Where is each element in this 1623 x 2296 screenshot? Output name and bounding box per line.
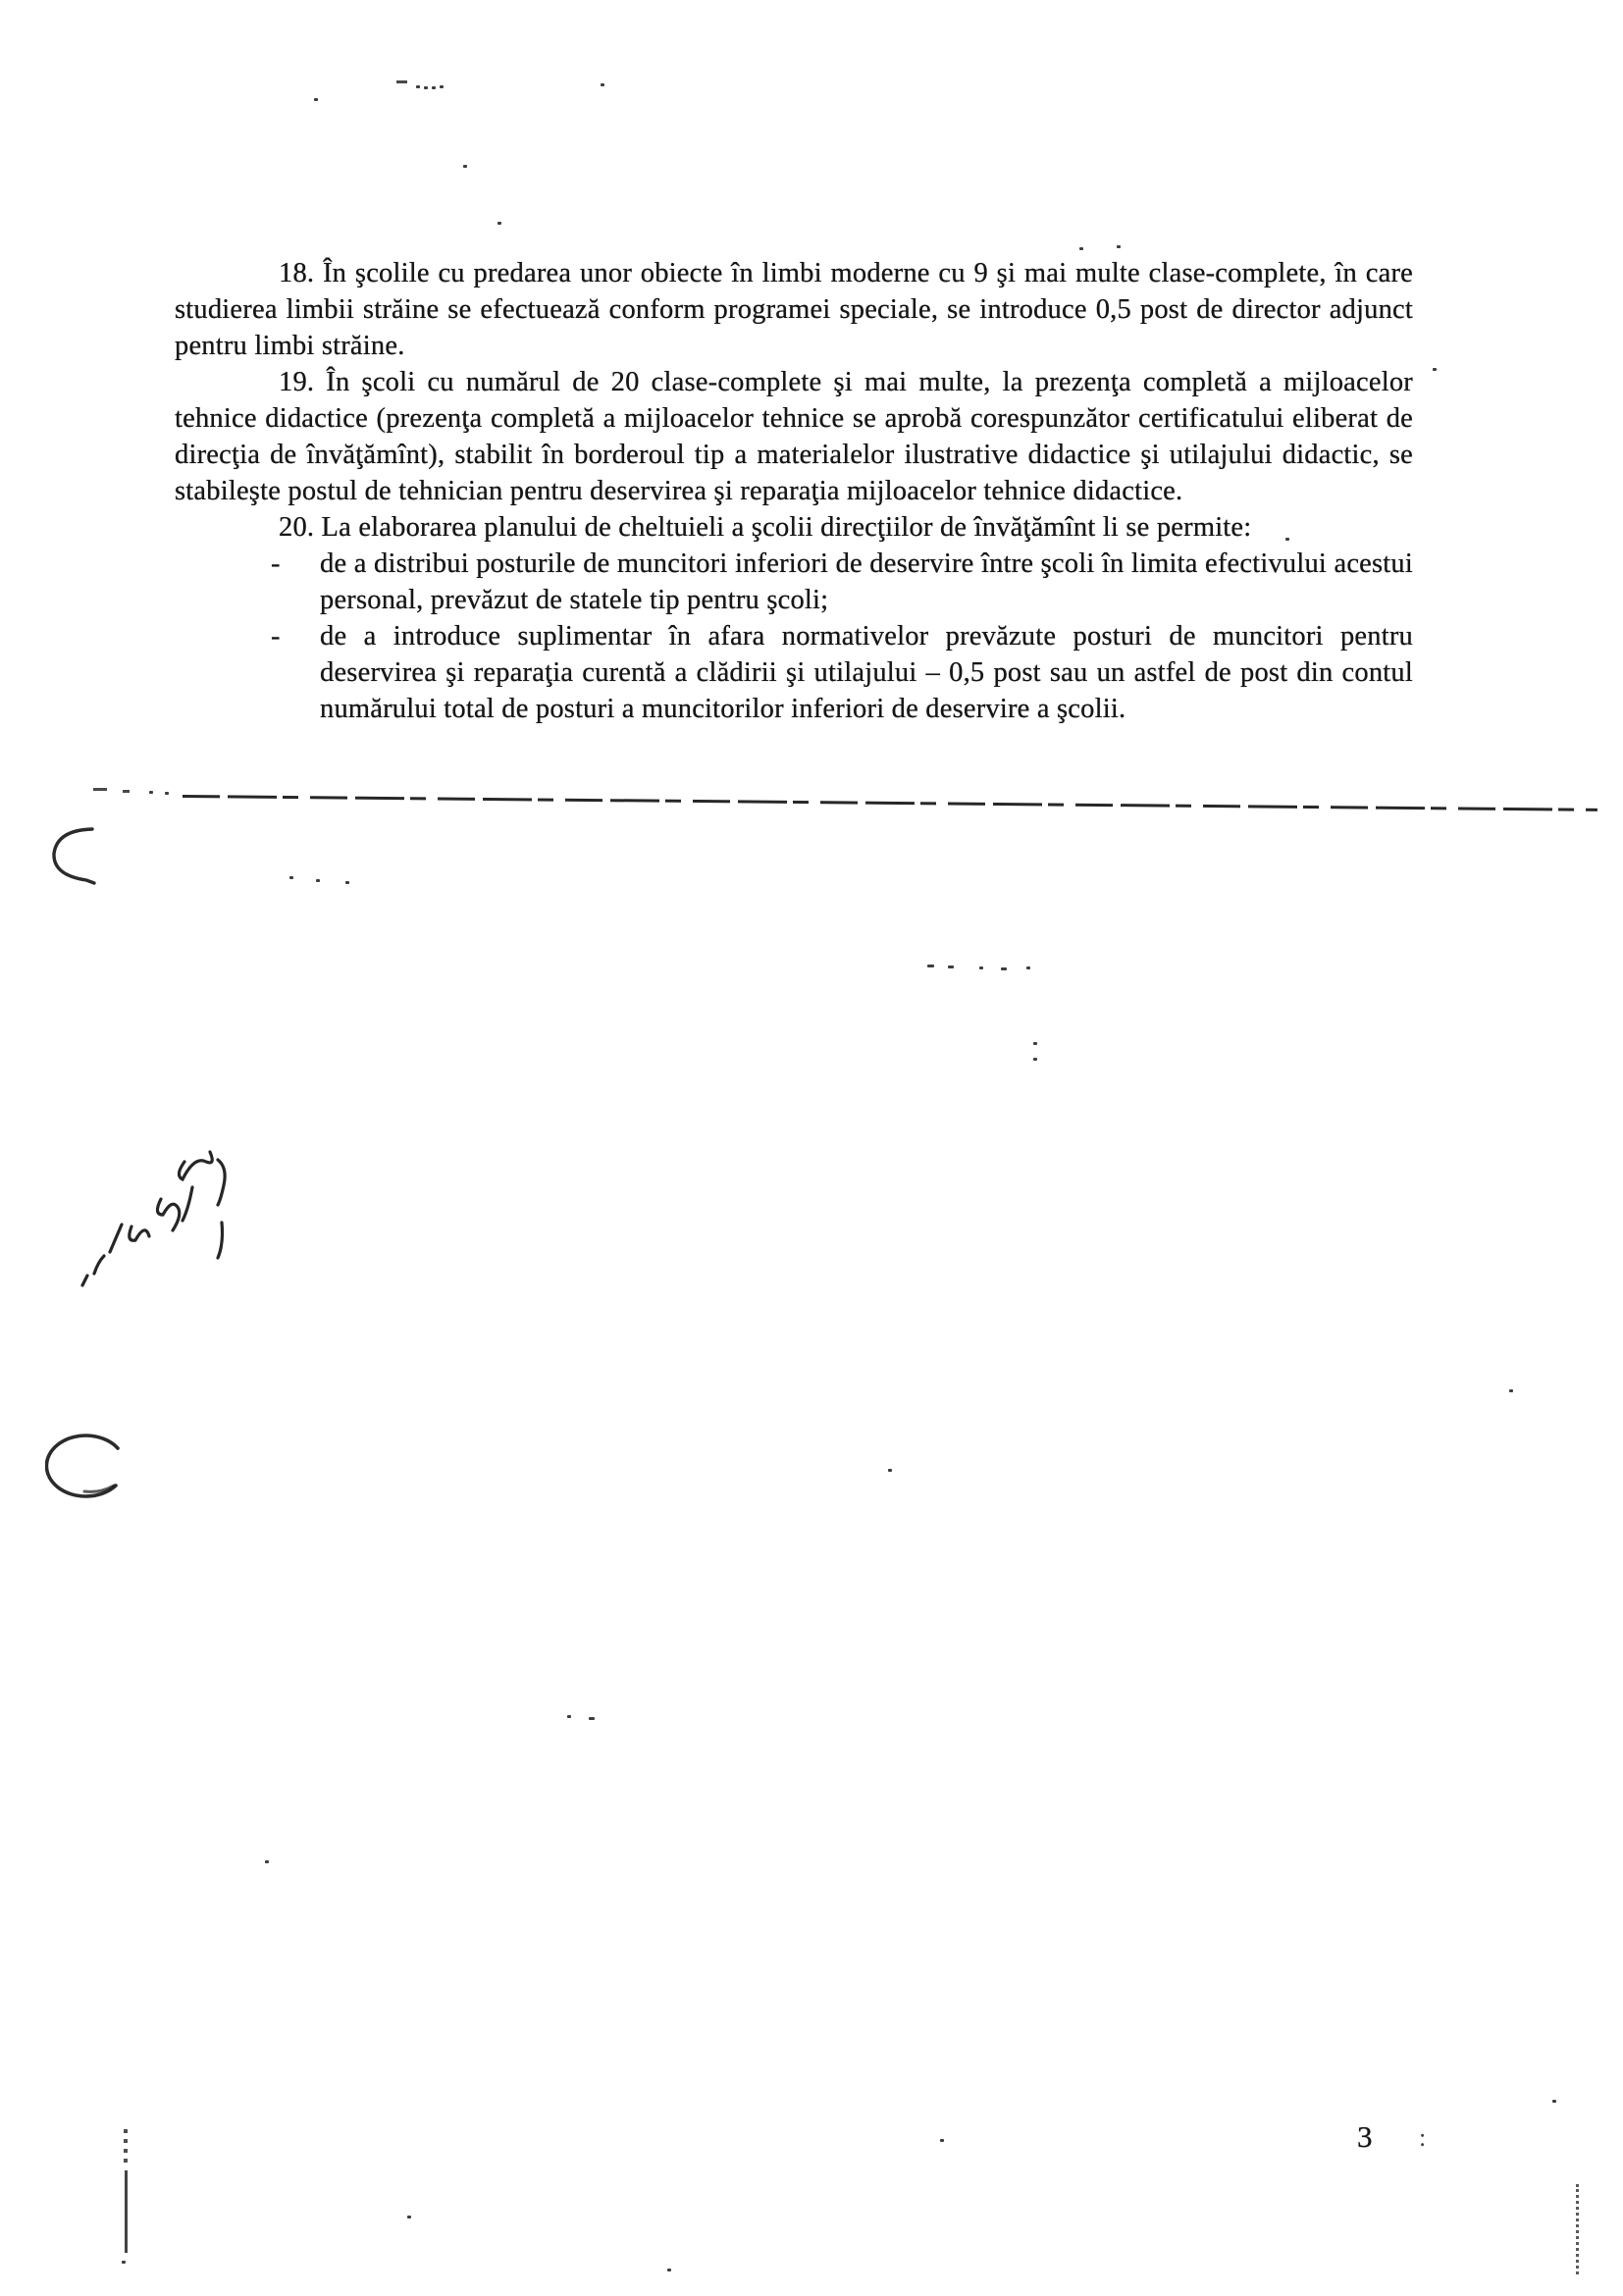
- paragraph-18: 18. În şcolile cu predarea unor obiecte în limbi moderne cu 9 şi mai multe clase-complete, în care studierea limbii străine se efectuează conform programei speciale, se introduce 0,5 post de director adjunct pentru limbi străine.: [175, 258, 1413, 361]
- punch-circle-mark-icon: [45, 1431, 135, 1507]
- scan-speck: [345, 881, 349, 884]
- scan-speck: [165, 792, 169, 795]
- scan-speck: [316, 879, 320, 882]
- scan-speck: [888, 1469, 892, 1472]
- scan-speck: [1285, 538, 1289, 541]
- paragraph-19: 19. În şcoli cu numărul de 20 clase-complete şi mai multe, la prezenţa completă a mijloacelor tehnice didactice (prezenţa completă a mijloacelor tehnice se aprobă corespunzător certificatului eliberat de direcţia de învăţămînt), stabilit în borderoul tip a materialelor ilustrative didactice şi utilajului didactic, se stabileşte postul de tehnician pentru deservirea şi reparaţia mijloacelor tehnice didactice.: [175, 367, 1413, 506]
- paragraph-20: 20. La elaborarea planului de cheltuieli a şcolii direcţiilor de învăţămînt li se permite:: [279, 512, 1252, 543]
- list-item-text: de a distribui posturile de muncitori inferiori de deservire între şcoli în limita efectivului acestui personal, prevăzut de statele tip pentru şcoli;: [320, 548, 1413, 615]
- strikethrough-dashes: [183, 795, 1597, 811]
- scan-speck: [1026, 966, 1030, 969]
- scan-speck: [948, 965, 954, 968]
- scan-speck: [940, 2139, 944, 2142]
- scan-speck: [1433, 368, 1437, 371]
- scan-speck: [1001, 967, 1007, 970]
- bottom-left-dots: [124, 2129, 128, 2163]
- scan-speck: [265, 1860, 269, 1863]
- list-item: [175, 618, 1413, 727]
- scan-speck: [589, 1717, 595, 1720]
- scan-speck: [1033, 1058, 1037, 1061]
- strikethrough-lead-dash: [123, 790, 130, 793]
- scan-speck: [979, 966, 983, 969]
- scan-speck: [432, 86, 436, 89]
- list-item: [175, 546, 1413, 618]
- list-item-text: de a introduce suplimentar în afara normativelor prevăzute posturi de muncitori pentru deservirea şi reparaţia curentă a clădirii şi utilajului – 0,5 post sau un astfel de post din contul numărului total de posturi a muncitorilor inferiori de deservire a şcolii.: [320, 621, 1413, 724]
- scan-speck: [122, 2261, 126, 2264]
- scan-speck: [1117, 245, 1121, 248]
- scan-speck: [567, 1715, 571, 1718]
- strikethrough-lead-dash: [93, 788, 107, 791]
- scan-speck: [314, 98, 318, 101]
- scan-speck: [440, 85, 444, 88]
- scan-speck: [424, 86, 428, 89]
- scan-speck: [497, 222, 501, 225]
- scan-speck: [416, 85, 420, 88]
- scan-speck: [1509, 1389, 1513, 1392]
- stray-colon-mark: :: [1419, 2123, 1427, 2152]
- signature-scribble-icon: [75, 1117, 251, 1293]
- scan-speck: [289, 876, 293, 879]
- scan-speck: [463, 165, 467, 168]
- text-block: [175, 255, 1413, 727]
- list-dash-marker-icon: -: [271, 621, 281, 652]
- scan-speck: [1033, 1042, 1037, 1045]
- list-dash-marker-icon: -: [271, 548, 281, 579]
- scan-speck: [667, 2269, 671, 2271]
- bottom-right-dotted-line: [1576, 2184, 1579, 2274]
- scan-speck: [927, 965, 934, 967]
- page-number: 3: [1357, 2119, 1373, 2154]
- scan-speck: [1079, 247, 1083, 250]
- top-lead-dash: [396, 80, 407, 83]
- scan-speck: [407, 2216, 411, 2218]
- scan-speck: [601, 83, 604, 86]
- bracket-curve-mark-icon: [47, 822, 102, 887]
- scan-speck: [1552, 2100, 1556, 2103]
- scan-speck: [149, 791, 153, 794]
- bottom-left-pen-mark-icon: [125, 2170, 128, 2253]
